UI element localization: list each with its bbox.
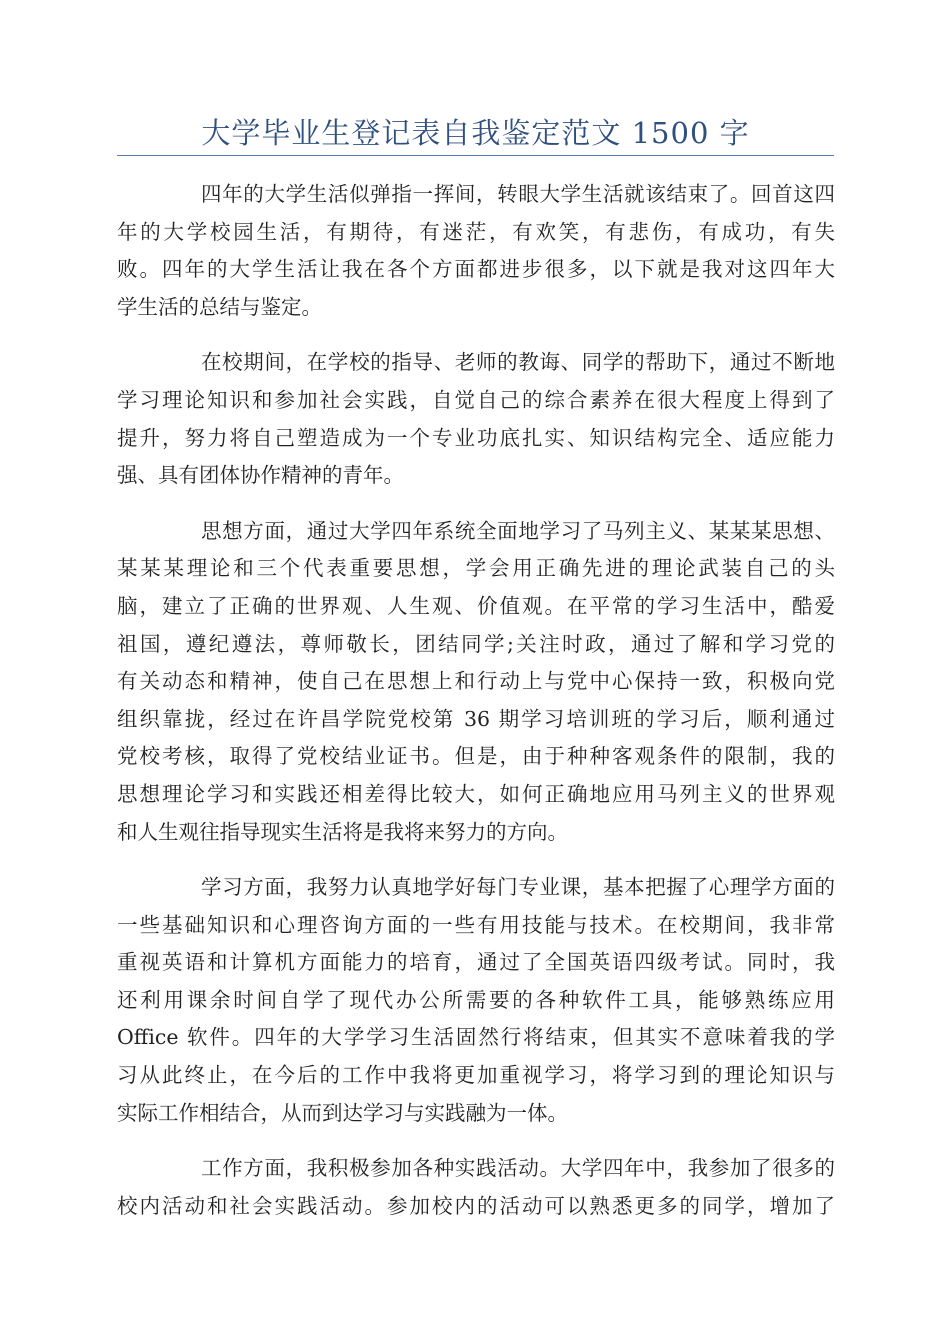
text-line: 某某某理论和三个代表重要思想，学会用正确先进的理论武装自己的头: [117, 556, 835, 581]
text-line: 提升，努力将自己塑造成为一个专业功底扎实、知识结构完全、适应能力: [117, 425, 835, 450]
text-line: 党校考核，取得了党校结业证书。但是，由于种种客观条件的限制，我的: [117, 744, 835, 769]
text-line: Office 软件。四年的大学学习生活固然行将结束，但其实不意味着我的学: [117, 1025, 835, 1050]
text-line: 重视英语和计算机方面能力的培育，通过了全国英语四级考试。同时，我: [117, 950, 835, 975]
text-line: 败。四年的大学生活让我在各个方面都进步很多，以下就是我对这四年大: [117, 257, 835, 282]
paragraph: [117, 344, 835, 494]
text-line: 年的大学校园生活，有期待，有迷茫，有欢笑，有悲伤，有成功，有失: [117, 219, 835, 244]
document-title: 大学毕业生登记表自我鉴定范文 1500 字: [201, 116, 750, 150]
text-line: 学习理论知识和参加社会实践，自觉自己的综合素养在很大程度上得到了: [117, 387, 835, 412]
text-line: 组织靠拢，经过在许昌学院党校第 36 期学习培训班的学习后，顺利通过: [117, 706, 835, 731]
text-line: 习从此终止，在今后的工作中我将更加重视学习，将学习到的理论知识与: [117, 1063, 835, 1088]
text-line: 四年的大学生活似弹指一挥间，转眼大学生活就该结束了。回首这四: [201, 182, 835, 206]
text-line: 一些基础知识和心理咨询方面的一些有用技能与技术。在校期间，我非常: [117, 912, 835, 937]
paragraph: [117, 513, 835, 851]
text-line: 还利用课余时间自学了现代办公所需要的各种软件工具，能够熟练应用: [117, 987, 835, 1012]
text-line: 校内活动和社会实践活动。参加校内的活动可以熟悉更多的同学，增加了: [117, 1193, 835, 1218]
text-line: 有关动态和精神，使自己在思想上和行动上与党中心保持一致，积极向党: [117, 669, 835, 694]
text-line: 强、具有团体协作精神的青年。: [117, 463, 404, 488]
paragraph: [117, 176, 835, 326]
text-line: 在校期间，在学校的指导、老师的教诲、同学的帮助下，通过不断地: [201, 350, 835, 375]
text-line: 脑，建立了正确的世界观、人生观、价值观。在平常的学习生活中，酷爱: [117, 593, 835, 618]
text-line: 祖国，遵纪遵法，尊师敬长，团结同学;关注时政，通过了解和学习党的: [117, 631, 835, 656]
text-line: 实际工作相结合，从而到达学习与实践融为一体。: [117, 1100, 568, 1125]
paragraph: [117, 1150, 835, 1225]
text-line: 思想方面，通过大学四年系统全面地学习了马列主义、某某某思想、: [201, 518, 835, 543]
paragraph: [117, 869, 835, 1132]
text-line: 思想理论学习和实践还相差得比较大，如何正确地应用马列主义的世界观: [117, 781, 835, 806]
text-line: 学习方面，我努力认真地学好每门专业课，基本把握了心理学方面的: [201, 875, 835, 900]
text-line: 学生活的总结与鉴定。: [117, 294, 322, 319]
document-body: [117, 176, 835, 1243]
text-line: 和人生观往指导现实生活将是我将来努力的方向。: [117, 819, 568, 844]
title-divider: [117, 155, 834, 156]
text-line: 工作方面，我积极参加各种实践活动。大学四年中，我参加了很多的: [201, 1156, 835, 1181]
